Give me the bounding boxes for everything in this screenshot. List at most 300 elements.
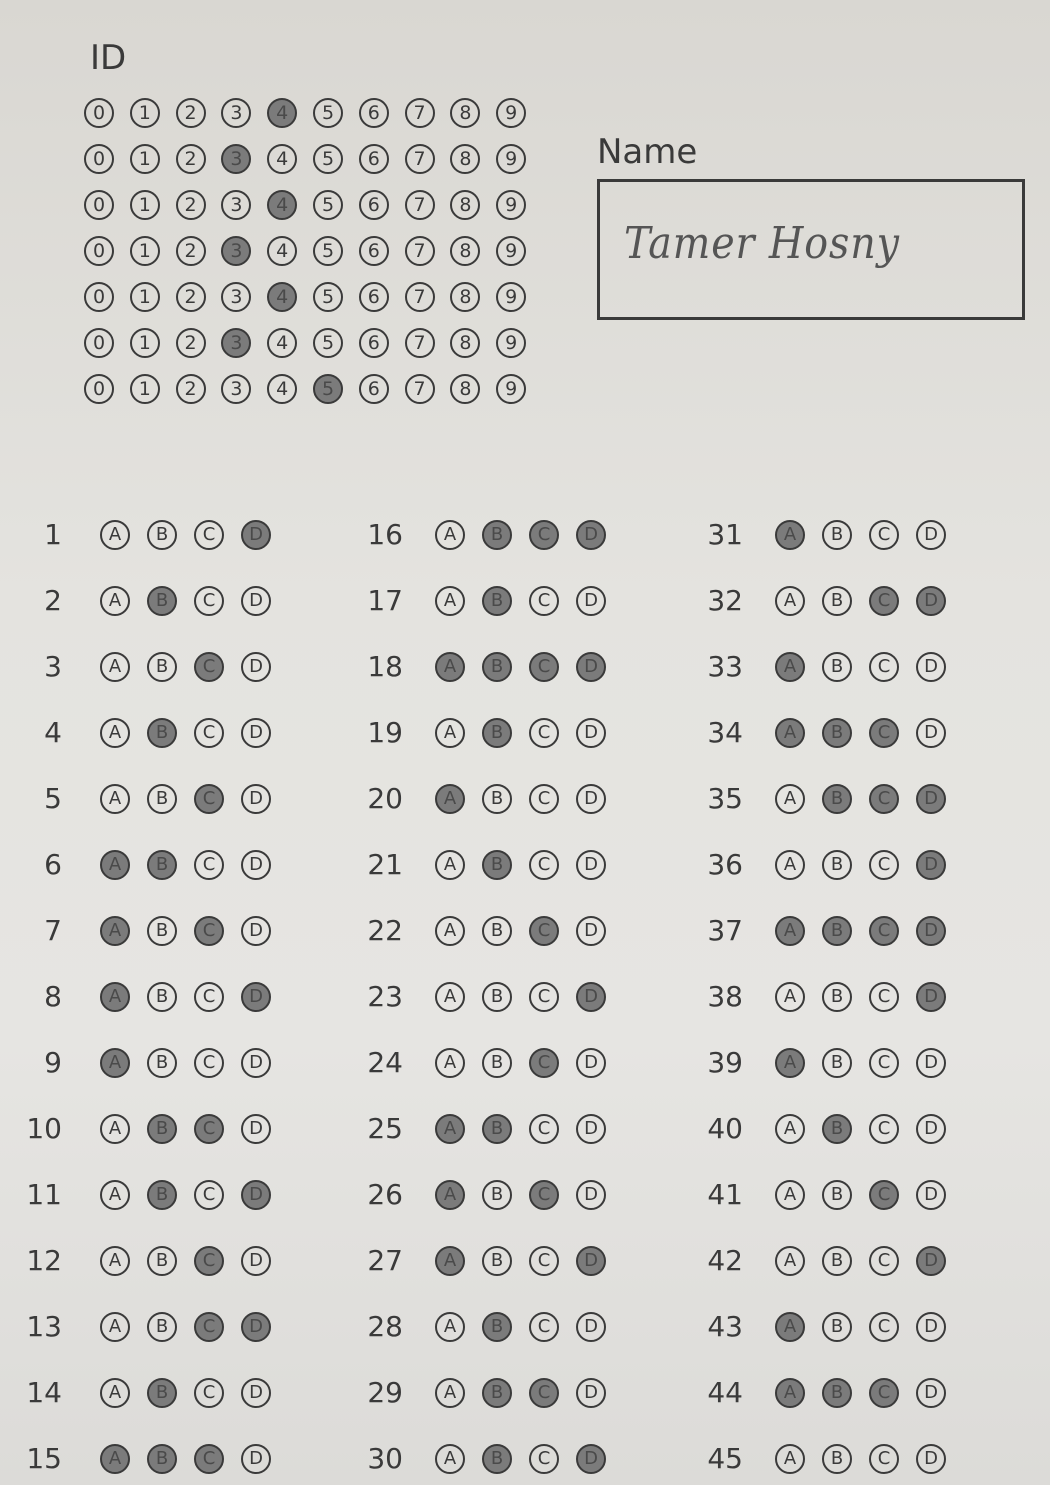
id-digit-bubble[interactable]: 8 <box>450 328 480 358</box>
id-digit-bubble[interactable]: 8 <box>450 190 480 220</box>
answer-bubble-d[interactable]: D <box>241 850 271 880</box>
answer-bubble-b[interactable]: B <box>822 784 852 814</box>
id-digit-bubble[interactable]: 5 <box>313 190 343 220</box>
answer-bubble-b[interactable]: B <box>822 652 852 682</box>
question-number: 36 <box>707 848 743 881</box>
answer-bubble-a[interactable]: A <box>775 1048 805 1078</box>
question-row <box>20 962 350 1012</box>
answer-bubble-c[interactable]: C <box>869 652 899 682</box>
answer-bubble-a[interactable]: A <box>435 520 465 550</box>
id-digit-bubble[interactable]: 5 <box>313 328 343 358</box>
question-number: 24 <box>367 1046 403 1079</box>
answer-bubble-c[interactable]: C <box>529 982 559 1012</box>
answer-bubble-d[interactable]: D <box>916 916 946 946</box>
answer-bubble-a[interactable]: A <box>775 982 805 1012</box>
id-digit-bubble[interactable]: 4 <box>267 144 297 174</box>
id-digit-bubble[interactable]: 4 <box>267 236 297 266</box>
answer-bubble-d[interactable]: D <box>576 1180 606 1210</box>
answer-bubble-d[interactable]: D <box>576 718 606 748</box>
answer-bubble-a[interactable]: A <box>100 916 130 946</box>
answer-bubble-a[interactable]: A <box>435 1246 465 1276</box>
answer-bubble-d[interactable]: D <box>916 1114 946 1144</box>
id-digit-bubble[interactable]: 9 <box>496 236 526 266</box>
answer-bubble-b[interactable]: B <box>147 1444 177 1474</box>
answer-bubble-d[interactable]: D <box>916 652 946 682</box>
answer-bubble-b[interactable]: B <box>482 718 512 748</box>
question-row <box>20 830 350 880</box>
answer-bubble-d[interactable]: D <box>576 1444 606 1474</box>
answer-bubble-c[interactable]: C <box>869 718 899 748</box>
answer-bubble-d[interactable]: D <box>916 1312 946 1342</box>
answer-bubble-d[interactable]: D <box>576 850 606 880</box>
question-number: 13 <box>26 1310 62 1343</box>
answer-bubble-c[interactable]: C <box>194 982 224 1012</box>
id-digit-bubble[interactable]: 4 <box>267 328 297 358</box>
answer-bubble-a[interactable]: A <box>775 784 805 814</box>
question-row <box>695 962 1025 1012</box>
answer-bubble-a[interactable]: A <box>775 1378 805 1408</box>
answer-bubble-d[interactable]: D <box>241 1378 271 1408</box>
answer-bubble-b[interactable]: B <box>822 1444 852 1474</box>
answer-bubble-b[interactable]: B <box>147 1180 177 1210</box>
answer-bubble-b[interactable]: B <box>147 916 177 946</box>
answer-bubble-d[interactable]: D <box>241 784 271 814</box>
id-digit-bubble[interactable]: 3 <box>221 328 251 358</box>
question-row <box>20 1358 350 1408</box>
answer-bubble-c[interactable]: C <box>869 850 899 880</box>
id-digit-bubble[interactable]: 8 <box>450 282 480 312</box>
question-row <box>355 764 685 814</box>
question-row <box>695 1292 1025 1342</box>
id-digit-bubble[interactable]: 0 <box>84 144 114 174</box>
id-digit-bubble[interactable]: 6 <box>359 282 389 312</box>
answer-bubble-c[interactable]: C <box>194 1444 224 1474</box>
id-digit-bubble[interactable]: 0 <box>84 282 114 312</box>
id-digit-bubble[interactable]: 0 <box>84 190 114 220</box>
id-digit-bubble[interactable]: 2 <box>176 98 206 128</box>
id-digit-bubble[interactable]: 1 <box>130 236 160 266</box>
answer-bubble-c[interactable]: C <box>194 586 224 616</box>
answer-bubble-d[interactable]: D <box>576 784 606 814</box>
answer-bubble-a[interactable]: A <box>100 1114 130 1144</box>
answer-bubble-d[interactable]: D <box>241 982 271 1012</box>
answer-bubble-b[interactable]: B <box>822 1246 852 1276</box>
id-digit-bubble[interactable]: 4 <box>267 98 297 128</box>
question-number: 29 <box>367 1376 403 1409</box>
answer-bubble-c[interactable]: C <box>529 916 559 946</box>
id-row <box>84 320 564 366</box>
question-row <box>355 1424 685 1474</box>
id-digit-bubble[interactable]: 3 <box>221 98 251 128</box>
id-digit-bubble[interactable]: 1 <box>130 282 160 312</box>
answer-bubble-c[interactable]: C <box>194 1180 224 1210</box>
answer-bubble-a[interactable]: A <box>435 1114 465 1144</box>
answer-bubble-b[interactable]: B <box>482 784 512 814</box>
question-number: 21 <box>367 848 403 881</box>
question-number: 38 <box>707 980 743 1013</box>
answer-bubble-b[interactable]: B <box>822 1378 852 1408</box>
id-digit-bubble[interactable]: 6 <box>359 374 389 404</box>
name-value: Tamer Hosny <box>624 218 900 269</box>
answer-bubble-d[interactable]: D <box>576 1378 606 1408</box>
answer-bubble-c[interactable]: C <box>869 1378 899 1408</box>
answer-bubble-c[interactable]: C <box>194 850 224 880</box>
answer-bubble-d[interactable]: D <box>916 982 946 1012</box>
id-digit-bubble[interactable]: 3 <box>221 144 251 174</box>
id-digit-bubble[interactable]: 8 <box>450 374 480 404</box>
answer-bubble-a[interactable]: A <box>435 916 465 946</box>
question-number: 8 <box>44 980 62 1013</box>
id-digit-bubble[interactable]: 1 <box>130 374 160 404</box>
answer-bubble-c[interactable]: C <box>194 1246 224 1276</box>
answer-bubble-a[interactable]: A <box>435 1444 465 1474</box>
question-row <box>695 764 1025 814</box>
id-digit-bubble[interactable]: 9 <box>496 328 526 358</box>
answer-bubble-d[interactable]: D <box>916 850 946 880</box>
answer-bubble-a[interactable]: A <box>775 1114 805 1144</box>
id-digit-bubble[interactable]: 7 <box>405 190 435 220</box>
id-digit-bubble[interactable]: 4 <box>267 190 297 220</box>
answer-bubble-b[interactable]: B <box>822 1114 852 1144</box>
id-digit-bubble[interactable]: 5 <box>313 236 343 266</box>
answer-bubble-a[interactable]: A <box>100 1246 130 1276</box>
answer-bubble-c[interactable]: C <box>194 1312 224 1342</box>
answer-bubble-d[interactable]: D <box>241 1312 271 1342</box>
question-row <box>695 1160 1025 1210</box>
answer-bubble-a[interactable]: A <box>435 1378 465 1408</box>
id-digit-bubble[interactable]: 2 <box>176 328 206 358</box>
answer-bubble-b[interactable]: B <box>822 586 852 616</box>
answer-bubble-d[interactable]: D <box>916 718 946 748</box>
id-digit-bubble[interactable]: 9 <box>496 98 526 128</box>
answer-bubble-a[interactable]: A <box>775 1180 805 1210</box>
question-row <box>355 962 685 1012</box>
answer-bubble-a[interactable]: A <box>435 784 465 814</box>
question-number: 34 <box>707 716 743 749</box>
answer-bubble-a[interactable]: A <box>100 718 130 748</box>
answer-bubble-c[interactable]: C <box>194 916 224 946</box>
answer-bubble-d[interactable]: D <box>576 586 606 616</box>
answer-bubble-a[interactable]: A <box>775 652 805 682</box>
id-digit-bubble[interactable]: 2 <box>176 282 206 312</box>
answer-bubble-b[interactable]: B <box>147 718 177 748</box>
id-digit-bubble[interactable]: 5 <box>313 282 343 312</box>
answer-bubble-c[interactable]: C <box>869 1312 899 1342</box>
answer-bubble-c[interactable]: C <box>529 1180 559 1210</box>
id-digit-bubble[interactable]: 1 <box>130 190 160 220</box>
answer-bubble-c[interactable]: C <box>194 520 224 550</box>
answer-bubble-a[interactable]: A <box>100 982 130 1012</box>
answer-bubble-d[interactable]: D <box>241 1180 271 1210</box>
answer-bubble-b[interactable]: B <box>482 1048 512 1078</box>
id-digit-bubble[interactable]: 0 <box>84 98 114 128</box>
id-digit-bubble[interactable]: 7 <box>405 236 435 266</box>
question-row <box>695 830 1025 880</box>
answer-bubble-c[interactable]: C <box>529 1444 559 1474</box>
answer-bubble-b[interactable]: B <box>147 652 177 682</box>
answer-bubble-a[interactable]: A <box>775 586 805 616</box>
id-digit-bubble[interactable]: 3 <box>221 374 251 404</box>
id-digit-bubble[interactable]: 7 <box>405 98 435 128</box>
answer-bubble-b[interactable]: B <box>482 1378 512 1408</box>
answer-bubble-a[interactable]: A <box>100 1312 130 1342</box>
answer-bubble-a[interactable]: A <box>435 982 465 1012</box>
question-row <box>20 566 350 616</box>
answer-bubble-c[interactable]: C <box>529 1114 559 1144</box>
answer-bubble-a[interactable]: A <box>435 718 465 748</box>
answer-bubble-b[interactable]: B <box>822 982 852 1012</box>
id-row <box>84 228 564 274</box>
answer-bubble-a[interactable]: A <box>100 520 130 550</box>
question-row <box>695 1226 1025 1276</box>
answer-bubble-a[interactable]: A <box>100 1180 130 1210</box>
answer-bubble-d[interactable]: D <box>916 1378 946 1408</box>
id-digit-bubble[interactable]: 0 <box>84 374 114 404</box>
answer-bubble-a[interactable]: A <box>435 586 465 616</box>
answer-bubble-d[interactable]: D <box>241 520 271 550</box>
answer-bubble-a[interactable]: A <box>435 652 465 682</box>
id-digit-bubble[interactable]: 0 <box>84 236 114 266</box>
answer-bubble-c[interactable]: C <box>529 1246 559 1276</box>
answer-bubble-d[interactable]: D <box>576 916 606 946</box>
answer-bubble-c[interactable]: C <box>194 718 224 748</box>
answer-bubble-a[interactable]: A <box>435 1312 465 1342</box>
answer-bubble-d[interactable]: D <box>916 1246 946 1276</box>
answer-bubble-b[interactable]: B <box>482 1246 512 1276</box>
id-digit-bubble[interactable]: 1 <box>130 144 160 174</box>
answer-bubble-d[interactable]: D <box>241 586 271 616</box>
answer-bubble-b[interactable]: B <box>482 1444 512 1474</box>
question-number: 26 <box>367 1178 403 1211</box>
answer-bubble-c[interactable]: C <box>869 1246 899 1276</box>
answer-bubble-a[interactable]: A <box>100 784 130 814</box>
id-digit-bubble[interactable]: 6 <box>359 144 389 174</box>
answer-bubble-d[interactable]: D <box>916 784 946 814</box>
id-digit-bubble[interactable]: 3 <box>221 282 251 312</box>
answer-bubble-a[interactable]: A <box>775 1246 805 1276</box>
answer-bubble-a[interactable]: A <box>435 1048 465 1078</box>
question-row <box>695 698 1025 748</box>
answer-bubble-c[interactable]: C <box>529 520 559 550</box>
id-digit-bubble[interactable]: 9 <box>496 144 526 174</box>
id-digit-bubble[interactable]: 9 <box>496 282 526 312</box>
question-number: 44 <box>707 1376 743 1409</box>
answer-bubble-c[interactable]: C <box>194 1114 224 1144</box>
answer-bubble-a[interactable]: A <box>435 850 465 880</box>
answer-bubble-d[interactable]: D <box>916 1444 946 1474</box>
question-row <box>20 698 350 748</box>
question-row <box>20 632 350 682</box>
question-row <box>355 698 685 748</box>
id-digit-bubble[interactable]: 6 <box>359 190 389 220</box>
id-digit-bubble[interactable]: 7 <box>405 328 435 358</box>
answer-bubble-b[interactable]: B <box>147 982 177 1012</box>
answer-bubble-a[interactable]: A <box>435 1180 465 1210</box>
answer-bubble-d[interactable]: D <box>241 1246 271 1276</box>
answer-bubble-c[interactable]: C <box>869 1180 899 1210</box>
question-row <box>20 1424 350 1474</box>
name-box <box>597 179 1025 320</box>
id-digit-bubble[interactable]: 9 <box>496 190 526 220</box>
answer-bubble-b[interactable]: B <box>822 1180 852 1210</box>
id-digit-bubble[interactable]: 2 <box>176 236 206 266</box>
answer-bubble-a[interactable]: A <box>775 520 805 550</box>
answer-bubble-a[interactable]: A <box>100 1048 130 1078</box>
answer-bubble-c[interactable]: C <box>529 586 559 616</box>
answer-bubble-c[interactable]: C <box>529 1378 559 1408</box>
answer-bubble-d[interactable]: D <box>576 520 606 550</box>
answer-bubble-c[interactable]: C <box>194 784 224 814</box>
answer-bubble-a[interactable]: A <box>775 1312 805 1342</box>
answer-bubble-b[interactable]: B <box>482 1312 512 1342</box>
answer-bubble-b[interactable]: B <box>822 916 852 946</box>
id-digit-bubble[interactable]: 5 <box>313 374 343 404</box>
answer-bubble-d[interactable]: D <box>916 586 946 616</box>
id-digit-bubble[interactable]: 6 <box>359 236 389 266</box>
id-digit-bubble[interactable]: 3 <box>221 236 251 266</box>
answer-bubble-c[interactable]: C <box>529 652 559 682</box>
answer-bubble-d[interactable]: D <box>241 916 271 946</box>
answer-bubble-b[interactable]: B <box>822 850 852 880</box>
id-digit-bubble[interactable]: 2 <box>176 144 206 174</box>
question-row <box>695 1424 1025 1474</box>
answer-bubble-c[interactable]: C <box>869 1444 899 1474</box>
answer-bubble-c[interactable]: C <box>869 916 899 946</box>
question-number: 28 <box>367 1310 403 1343</box>
answer-bubble-c[interactable]: C <box>194 1048 224 1078</box>
answer-bubble-b[interactable]: B <box>147 1048 177 1078</box>
answer-bubble-c[interactable]: C <box>194 652 224 682</box>
answer-bubble-d[interactable]: D <box>576 1114 606 1144</box>
answer-bubble-d[interactable]: D <box>916 1180 946 1210</box>
answer-bubble-a[interactable]: A <box>100 850 130 880</box>
id-digit-bubble[interactable]: 7 <box>405 282 435 312</box>
id-digit-bubble[interactable]: 5 <box>313 98 343 128</box>
answer-bubble-a[interactable]: A <box>775 916 805 946</box>
id-digit-bubble[interactable]: 1 <box>130 328 160 358</box>
id-digit-bubble[interactable]: 6 <box>359 98 389 128</box>
answer-bubble-b[interactable]: B <box>822 718 852 748</box>
id-digit-bubble[interactable]: 0 <box>84 328 114 358</box>
answer-bubble-d[interactable]: D <box>241 1444 271 1474</box>
answer-bubble-a[interactable]: A <box>775 718 805 748</box>
answer-bubble-b[interactable]: B <box>147 1114 177 1144</box>
answer-bubble-b[interactable]: B <box>482 586 512 616</box>
id-digit-bubble[interactable]: 7 <box>405 144 435 174</box>
answer-bubble-c[interactable]: C <box>869 784 899 814</box>
answer-bubble-c[interactable]: C <box>869 982 899 1012</box>
id-digit-bubble[interactable]: 4 <box>267 282 297 312</box>
answer-bubble-d[interactable]: D <box>241 718 271 748</box>
id-digit-bubble[interactable]: 1 <box>130 98 160 128</box>
answer-bubble-c[interactable]: C <box>869 1114 899 1144</box>
question-number: 6 <box>44 848 62 881</box>
answer-bubble-d[interactable]: D <box>576 652 606 682</box>
answer-bubble-a[interactable]: A <box>100 1378 130 1408</box>
answer-bubble-a[interactable]: A <box>100 586 130 616</box>
answer-bubble-b[interactable]: B <box>147 1378 177 1408</box>
question-row <box>20 500 350 550</box>
answer-bubble-a[interactable]: A <box>100 1444 130 1474</box>
answer-bubble-d[interactable]: D <box>916 520 946 550</box>
answer-bubble-c[interactable]: C <box>529 1312 559 1342</box>
id-digit-bubble[interactable]: 4 <box>267 374 297 404</box>
answer-bubble-d[interactable]: D <box>241 1114 271 1144</box>
answer-bubble-d[interactable]: D <box>241 1048 271 1078</box>
id-digit-bubble[interactable]: 2 <box>176 374 206 404</box>
answer-bubble-d[interactable]: D <box>241 652 271 682</box>
id-digit-bubble[interactable]: 6 <box>359 328 389 358</box>
id-digit-bubble[interactable]: 3 <box>221 190 251 220</box>
id-digit-bubble[interactable]: 8 <box>450 236 480 266</box>
answer-bubble-d[interactable]: D <box>576 1312 606 1342</box>
answer-bubble-b[interactable]: B <box>822 1312 852 1342</box>
answer-bubble-c[interactable]: C <box>529 718 559 748</box>
answer-bubble-b[interactable]: B <box>147 586 177 616</box>
answer-bubble-b[interactable]: B <box>147 520 177 550</box>
answer-bubble-b[interactable]: B <box>482 520 512 550</box>
id-digit-bubble[interactable]: 8 <box>450 144 480 174</box>
answer-bubble-d[interactable]: D <box>916 1048 946 1078</box>
answer-bubble-c[interactable]: C <box>869 586 899 616</box>
answer-bubble-b[interactable]: B <box>822 1048 852 1078</box>
id-row <box>84 90 564 136</box>
answer-bubble-b[interactable]: B <box>147 1246 177 1276</box>
answer-bubble-b[interactable]: B <box>482 1114 512 1144</box>
answer-bubble-a[interactable]: A <box>775 850 805 880</box>
question-number: 12 <box>26 1244 62 1277</box>
id-digit-bubble[interactable]: 8 <box>450 98 480 128</box>
answer-bubble-b[interactable]: B <box>147 784 177 814</box>
question-row <box>20 1226 350 1276</box>
answer-bubble-d[interactable]: D <box>576 1048 606 1078</box>
question-row <box>20 1292 350 1342</box>
answer-bubble-c[interactable]: C <box>529 1048 559 1078</box>
question-row <box>20 1028 350 1078</box>
id-digit-bubble[interactable]: 7 <box>405 374 435 404</box>
answer-bubble-b[interactable]: B <box>482 652 512 682</box>
answer-bubble-d[interactable]: D <box>576 982 606 1012</box>
answer-bubble-b[interactable]: B <box>482 916 512 946</box>
answer-bubble-c[interactable]: C <box>869 1048 899 1078</box>
answer-bubble-c[interactable]: C <box>194 1378 224 1408</box>
id-digit-bubble[interactable]: 5 <box>313 144 343 174</box>
answer-bubble-b[interactable]: B <box>147 1312 177 1342</box>
question-number: 7 <box>44 914 62 947</box>
answer-bubble-c[interactable]: C <box>529 850 559 880</box>
answer-bubble-b[interactable]: B <box>822 520 852 550</box>
answer-bubble-a[interactable]: A <box>775 1444 805 1474</box>
question-number: 25 <box>367 1112 403 1145</box>
question-number: 43 <box>707 1310 743 1343</box>
id-digit-bubble[interactable]: 9 <box>496 374 526 404</box>
question-number: 23 <box>367 980 403 1013</box>
question-number: 31 <box>707 518 743 551</box>
answer-bubble-a[interactable]: A <box>100 652 130 682</box>
id-digit-bubble[interactable]: 2 <box>176 190 206 220</box>
question-number: 19 <box>367 716 403 749</box>
question-row <box>355 1292 685 1342</box>
answer-bubble-b[interactable]: B <box>482 982 512 1012</box>
question-row <box>695 1358 1025 1408</box>
answer-bubble-c[interactable]: C <box>529 784 559 814</box>
question-number: 16 <box>367 518 403 551</box>
answer-bubble-c[interactable]: C <box>869 520 899 550</box>
answer-bubble-b[interactable]: B <box>147 850 177 880</box>
answer-bubble-b[interactable]: B <box>482 1180 512 1210</box>
answer-bubble-d[interactable]: D <box>576 1246 606 1276</box>
answer-bubble-b[interactable]: B <box>482 850 512 880</box>
